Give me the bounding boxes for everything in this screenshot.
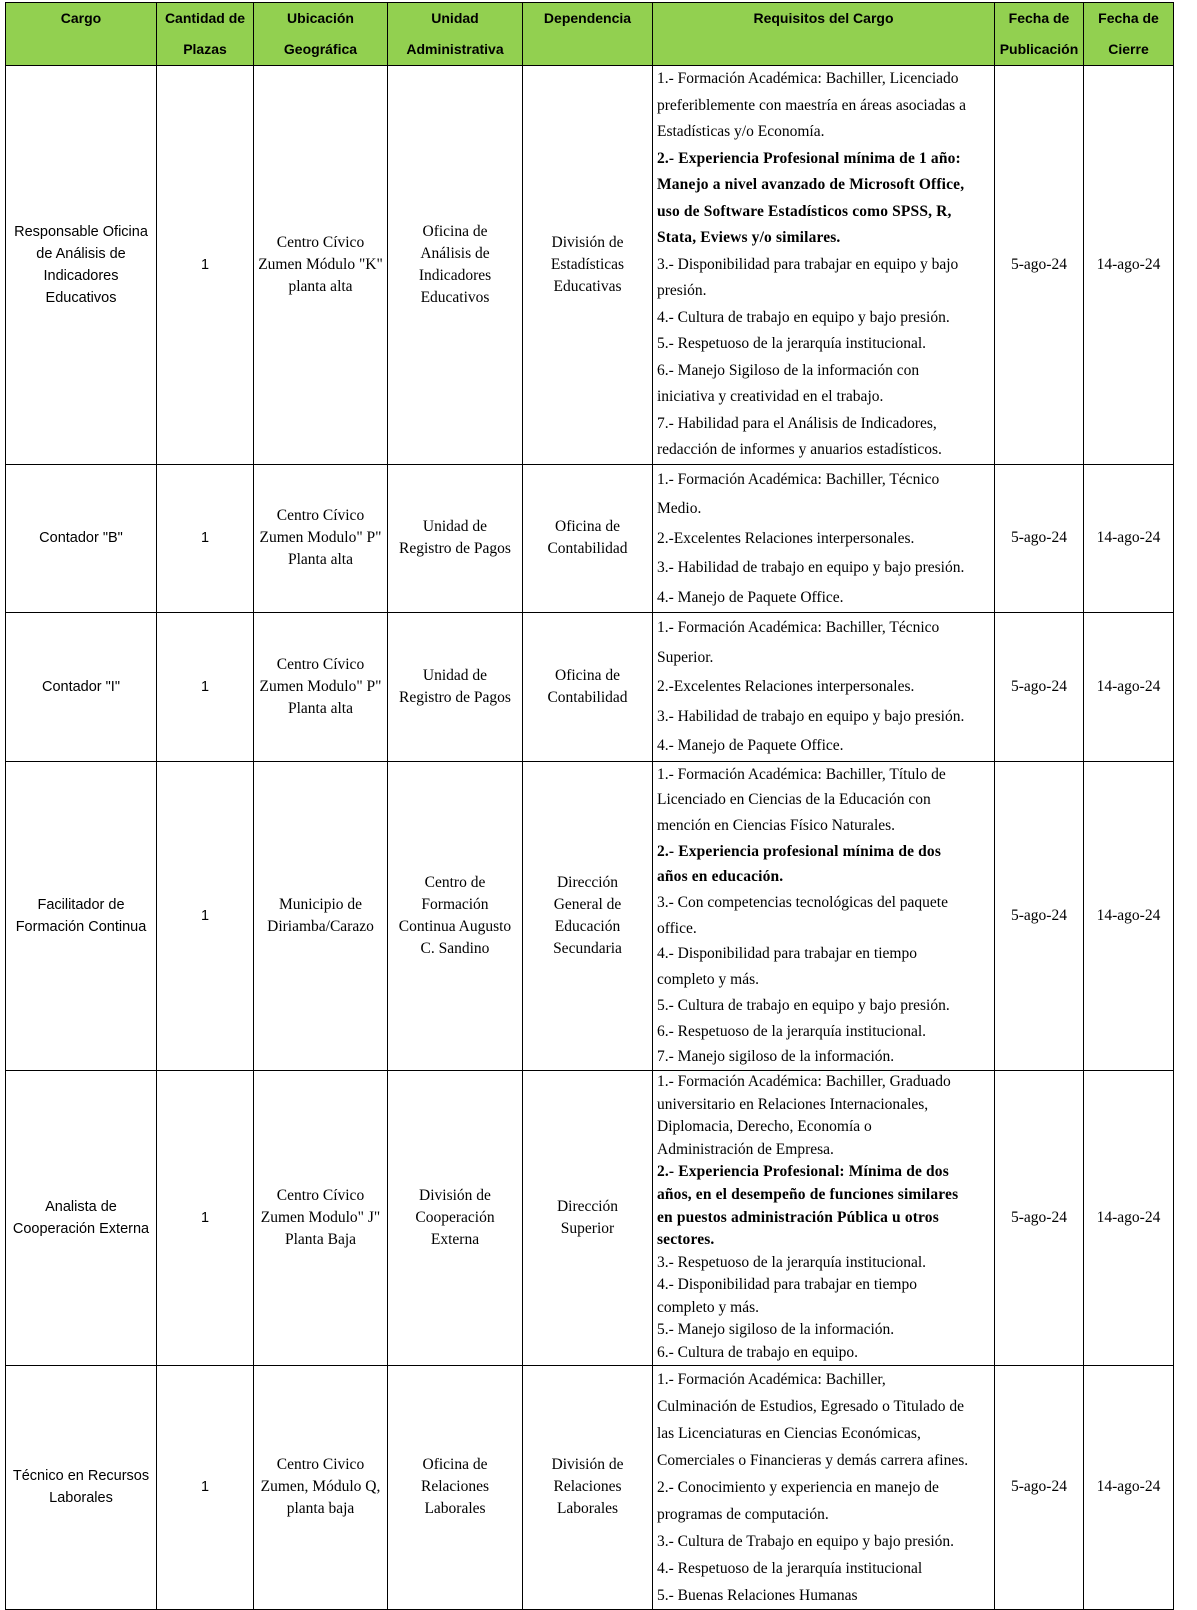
requirement-line: Estadísticas y/o Economía. xyxy=(657,123,825,140)
cell-ubicacion-text: Centro Cívico Zumen Módulo "K" planta alta xyxy=(258,233,383,295)
cell-unidad-text: División de Cooperación Externa xyxy=(415,1186,495,1248)
header-dependencia: Dependencia xyxy=(523,3,653,66)
cell-requisitos xyxy=(653,613,995,762)
requirement-line: 7.- Manejo sigiloso de la información. xyxy=(657,1048,895,1066)
table-row xyxy=(6,613,1174,762)
requirement-line: 2.- Experiencia Profesional mínima de 1 año: xyxy=(657,149,961,167)
cell-unidad xyxy=(388,464,523,613)
requirement-line: 5.- Manejo sigiloso de la información. xyxy=(657,1321,895,1339)
requirement-line: las Licenciaturas en Ciencias Económicas, xyxy=(657,1424,921,1442)
cell-fecha-cierre xyxy=(1084,464,1174,613)
cell-dependencia xyxy=(523,1070,653,1365)
requirement-line: 2.-Excelentes Relaciones interpersonales. xyxy=(657,678,915,695)
header-ubicacion: Ubicación Geográfica xyxy=(254,3,388,66)
cell-ubicacion-text: Centro Cívico Zumen Modulo" P" Planta alta xyxy=(259,507,382,569)
requirement-line: presión. xyxy=(657,282,707,299)
cell-fecha-publicacion-text: 5-ago-24 xyxy=(1011,529,1067,547)
cell-ubicacion-text: Centro Cívico Zumen Modulo" P" Planta alta xyxy=(259,655,382,717)
cell-unidad xyxy=(388,1365,523,1609)
table-row xyxy=(6,1365,1174,1609)
table-row xyxy=(6,761,1174,1070)
cell-cargo-text: Técnico en Recursos Laborales xyxy=(12,1468,150,1507)
requirement-line: sectores. xyxy=(657,1231,715,1249)
cell-unidad-text: Centro de Formación Continua Augusto C. Sandino xyxy=(398,873,512,957)
requirement-line: Administración de Empresa. xyxy=(657,1140,834,1158)
requirement-line: programas de computación. xyxy=(657,1505,829,1523)
cell-unidad-text: Oficina de Relaciones Laborales xyxy=(420,1456,489,1518)
cell-cantidad-plazas-text: 1 xyxy=(200,907,210,924)
requirement-line: Stata, Eviews y/o similares. xyxy=(657,229,841,246)
cell-dependencia-text: División de Relaciones Laborales xyxy=(551,1456,624,1518)
table-row xyxy=(6,66,1174,465)
cell-fecha-publicacion xyxy=(995,761,1084,1070)
requirement-line: 3.- Habilidad de trabajo en equipo y bajo presión. xyxy=(657,707,965,725)
requirement-line: 1.- Formación Académica: Bachiller, Técnico xyxy=(657,470,940,488)
cell-dependencia xyxy=(523,613,653,762)
cell-dependencia xyxy=(523,1365,653,1609)
requirement-line: 5.- Buenas Relaciones Humanas xyxy=(657,1586,858,1604)
cell-cargo xyxy=(6,1070,157,1365)
cell-fecha-publicacion xyxy=(995,66,1084,465)
requirement-line: 1.- Formación Académica: Bachiller, Técnico xyxy=(657,619,940,636)
requirement-line: uso de Software Estadísticos como SPSS, R, xyxy=(657,202,952,220)
requirement-line: 3.- Habilidad de trabajo en equipo y bajo presión. xyxy=(657,559,965,576)
cell-cantidad-plazas-text: 1 xyxy=(200,530,210,547)
requirement-line: universitario en Relaciones Internacionales, xyxy=(657,1095,929,1113)
cell-dependencia xyxy=(523,66,653,465)
requirement-line: años en educación. xyxy=(657,868,784,886)
requirement-line: 2.-Excelentes Relaciones interpersonales. xyxy=(657,529,915,547)
requirement-line: mención en Ciencias Físico Naturales. xyxy=(657,816,896,834)
requirement-line: completo y más. xyxy=(657,1298,760,1316)
cell-cargo-text: Contador "B" xyxy=(39,530,123,547)
header-cantidad-plazas: Cantidad de Plazas xyxy=(157,3,254,66)
cell-cantidad-plazas xyxy=(157,1070,254,1365)
requirement-line: completo y más. xyxy=(657,971,760,989)
cell-cantidad-plazas-text: 1 xyxy=(200,1209,210,1226)
cell-cantidad-plazas-text: 1 xyxy=(200,678,210,695)
requirement-line: 3.- Con competencias tecnológicas del paquete xyxy=(657,894,948,912)
cell-fecha-publicacion-text: 5-ago-24 xyxy=(1011,677,1067,695)
requirement-line: 2.- Conocimiento y experiencia en manejo de xyxy=(657,1478,939,1496)
requirement-line: 1.- Formación Académica: Bachiller, xyxy=(657,1370,886,1388)
cell-ubicacion-text: Centro Civico Zumen, Módulo Q, planta baja xyxy=(260,1456,381,1518)
requirement-line: 6.- Respetuoso de la jerarquía institucional. xyxy=(657,1022,927,1040)
header-fecha-cierre: Fecha de Cierre xyxy=(1084,3,1174,66)
requirement-line: 5.- Respetuoso de la jerarquía institucional. xyxy=(657,335,927,352)
cell-fecha-cierre-text: 14-ago-24 xyxy=(1096,1208,1161,1226)
requirement-line: 2.- Experiencia Profesional: Mínima de dos xyxy=(657,1163,949,1181)
cell-fecha-cierre xyxy=(1084,66,1174,465)
cell-fecha-publicacion-text: 5-ago-24 xyxy=(1011,255,1067,273)
requirement-line: 6.- Cultura de trabajo en equipo. xyxy=(657,1344,859,1362)
cell-fecha-cierre-text: 14-ago-24 xyxy=(1096,677,1161,695)
cell-cantidad-plazas-text: 1 xyxy=(200,256,210,273)
cell-unidad-text: Oficina de Análisis de Indicadores Educativos xyxy=(418,222,492,306)
cell-unidad-text: Unidad de Registro de Pagos xyxy=(399,666,511,706)
cell-fecha-cierre-text: 14-ago-24 xyxy=(1096,906,1161,924)
requirement-line: redacción de informes y anuarios estadísticos. xyxy=(657,441,942,458)
requirement-line: 3.- Disponibilidad para trabajar en equipo y bajo xyxy=(657,255,959,273)
cell-ubicacion-text: Centro Cívico Zumen Modulo" J" Planta Baja xyxy=(260,1186,381,1248)
requirement-line: Licenciado en Ciencias de la Educación con xyxy=(657,791,931,809)
requirement-line: años, en el desempeño de funciones similares xyxy=(657,1185,959,1203)
cell-dependencia xyxy=(523,761,653,1070)
cell-fecha-cierre-text: 14-ago-24 xyxy=(1096,1478,1161,1496)
cell-fecha-cierre-text: 14-ago-24 xyxy=(1096,255,1161,273)
requirement-line: 1.- Formación Académica: Bachiller, Graduado xyxy=(657,1072,951,1090)
requirement-line: 1.- Formación Académica: Bachiller, Licenciado xyxy=(657,70,959,87)
cell-unidad xyxy=(388,613,523,762)
requirement-line: 4.- Disponibilidad para trabajar en tiempo xyxy=(657,945,917,963)
table-row xyxy=(6,464,1174,613)
cell-fecha-publicacion xyxy=(995,464,1084,613)
requirement-line: 4.- Respetuoso de la jerarquía institucional xyxy=(657,1559,923,1577)
cell-fecha-publicacion-text: 5-ago-24 xyxy=(1011,1208,1067,1226)
cell-ubicacion xyxy=(254,1365,388,1609)
requirement-line: 4.- Manejo de Paquete Office. xyxy=(657,588,844,606)
requirement-line: 3.- Cultura de Trabajo en equipo y bajo presión. xyxy=(657,1532,955,1550)
header-row xyxy=(6,3,1174,66)
requirement-line: 2.- Experiencia profesional mínima de dos xyxy=(657,842,942,860)
cell-fecha-publicacion xyxy=(995,1070,1084,1365)
requirement-line: 4.- Manejo de Paquete Office. xyxy=(657,737,844,754)
cell-fecha-cierre xyxy=(1084,1365,1174,1609)
cell-dependencia-text: Oficina de Contabilidad xyxy=(547,666,628,706)
cell-dependencia xyxy=(523,464,653,613)
cell-fecha-publicacion-text: 5-ago-24 xyxy=(1011,906,1067,924)
cell-cantidad-plazas xyxy=(157,613,254,762)
header-requisitos: Requisitos del Cargo xyxy=(653,3,995,66)
cell-fecha-cierre xyxy=(1084,761,1174,1070)
cell-fecha-publicacion-text: 5-ago-24 xyxy=(1011,1478,1067,1496)
requirement-line: Culminación de Estudios, Egresado o Titulado de xyxy=(657,1397,964,1415)
cell-ubicacion xyxy=(254,613,388,762)
cell-fecha-cierre xyxy=(1084,613,1174,762)
table-row xyxy=(6,1070,1174,1365)
cell-cargo xyxy=(6,66,157,465)
cell-cargo xyxy=(6,761,157,1070)
cell-cantidad-plazas xyxy=(157,66,254,465)
cell-cargo-text: Analista de Cooperación Externa xyxy=(12,1198,150,1237)
requirement-line: Comerciales o Financieras y demás carrera afines. xyxy=(657,1451,969,1469)
cell-dependencia-text: Dirección Superior xyxy=(556,1197,619,1237)
cell-unidad xyxy=(388,1070,523,1365)
cell-cargo-text: Facilitador de Formación Continua xyxy=(15,896,147,935)
requirement-line: 7.- Habilidad para el Análisis de Indicadores, xyxy=(657,414,937,432)
cell-unidad xyxy=(388,761,523,1070)
cell-dependencia-text: División de Estadísticas Educativas xyxy=(550,233,625,295)
cell-ubicacion-text: Municipio de Diriamba/Carazo xyxy=(267,895,374,935)
cell-requisitos xyxy=(653,761,995,1070)
requirement-line: 5.- Cultura de trabajo en equipo y bajo presión. xyxy=(657,996,950,1014)
requirement-line: Medio. xyxy=(657,500,702,517)
requirement-line: 4.- Cultura de trabajo en equipo y bajo presión. xyxy=(657,308,950,326)
cell-unidad-text: Unidad de Registro de Pagos xyxy=(399,518,511,558)
cell-ubicacion xyxy=(254,66,388,465)
cell-cargo-text: Contador "I" xyxy=(41,678,120,695)
cell-requisitos xyxy=(653,1070,995,1365)
cell-cargo xyxy=(6,464,157,613)
header-unidad: Unidad Administrativa xyxy=(388,3,523,66)
cell-cargo xyxy=(6,1365,157,1609)
cell-dependencia-text: Dirección General de Educación Secundaria xyxy=(553,873,622,957)
requirement-line: Diplomacia, Derecho, Economía o xyxy=(657,1118,872,1136)
requirement-line: en puestos administración Pública u otros xyxy=(657,1208,939,1226)
cell-fecha-cierre xyxy=(1084,1070,1174,1365)
cell-requisitos xyxy=(653,464,995,613)
cell-cantidad-plazas xyxy=(157,1365,254,1609)
cell-cargo-text: Responsable Oficina de Análisis de Indicadores Educativos xyxy=(14,223,148,306)
requirement-line: Manejo a nivel avanzado de Microsoft Office, xyxy=(657,176,965,193)
cell-ubicacion xyxy=(254,464,388,613)
requirement-line: Superior. xyxy=(657,648,714,666)
job-postings-table xyxy=(5,2,1174,1610)
cell-ubicacion xyxy=(254,1070,388,1365)
cell-cargo xyxy=(6,613,157,762)
cell-unidad xyxy=(388,66,523,465)
cell-cantidad-plazas xyxy=(157,464,254,613)
cell-fecha-publicacion xyxy=(995,1365,1084,1609)
header-cargo: Cargo xyxy=(6,3,157,66)
cell-fecha-cierre-text: 14-ago-24 xyxy=(1096,529,1161,547)
header-fecha-publicacion: Fecha de Publicación xyxy=(995,3,1084,66)
cell-cantidad-plazas xyxy=(157,761,254,1070)
requirement-line: 6.- Manejo Sigiloso de la información con xyxy=(657,361,920,379)
cell-ubicacion xyxy=(254,761,388,1070)
cell-dependencia-text: Oficina de Contabilidad xyxy=(547,518,628,558)
cell-fecha-publicacion xyxy=(995,613,1084,762)
cell-cantidad-plazas-text: 1 xyxy=(200,1479,210,1496)
requirement-line: iniciativa y creatividad en el trabajo. xyxy=(657,388,884,405)
cell-requisitos xyxy=(653,1365,995,1609)
requirement-line: preferiblemente con maestría en áreas asociadas a xyxy=(657,96,966,114)
requirement-line: 3.- Respetuoso de la jerarquía institucional. xyxy=(657,1253,927,1271)
requirement-line: 1.- Formación Académica: Bachiller, Título de xyxy=(657,765,946,783)
requirement-line: 4.- Disponibilidad para trabajar en tiempo xyxy=(657,1276,917,1294)
cell-requisitos xyxy=(653,66,995,465)
requirement-line: office. xyxy=(657,919,697,937)
